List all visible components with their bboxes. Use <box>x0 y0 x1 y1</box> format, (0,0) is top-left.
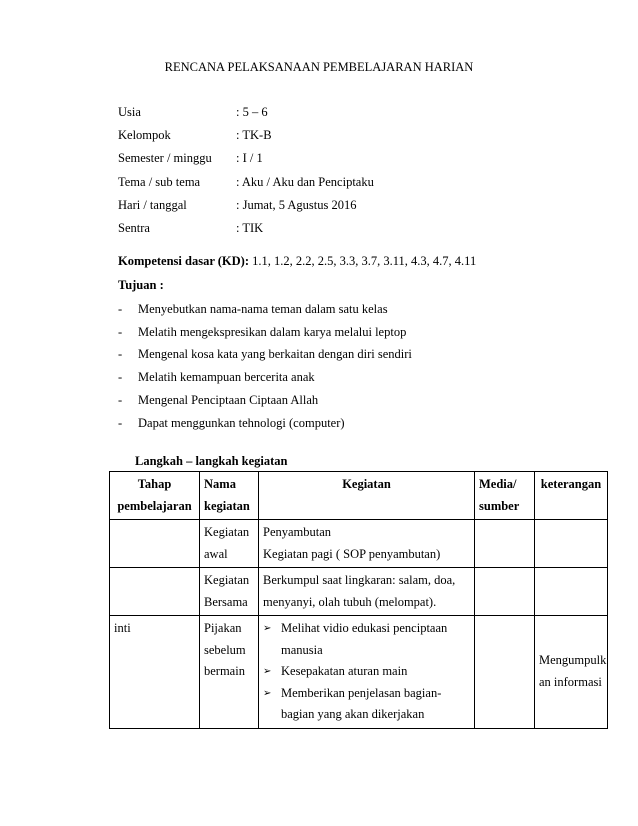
tujuan-text: Menyebutkan nama-nama teman dalam satu kelas <box>138 301 388 316</box>
info-value: : I / 1 <box>236 151 263 166</box>
info-label: Kelompok <box>118 128 171 143</box>
list-item <box>118 321 412 344</box>
kompetensi-dasar <box>118 254 476 269</box>
header-tahap: Tahap pembelajaran <box>110 472 200 520</box>
cell-nama: Kegiatan awal <box>200 520 259 568</box>
cell-keterangan: Mengumpulk an informasi <box>535 616 608 729</box>
header-keterangan: keterangan <box>535 472 608 520</box>
info-block <box>118 101 374 240</box>
info-row-sentra <box>118 217 374 240</box>
kegiatan-line: Kegiatan pagi ( SOP penyambutan) <box>263 546 441 561</box>
langkah-heading: Langkah – langkah kegiatan <box>135 454 288 468</box>
tujuan-text: Dapat menggunkan tehnologi (computer) <box>138 415 345 430</box>
kegiatan-bullet-list <box>263 618 470 726</box>
cell-nama: Kegiatan Bersama <box>200 568 259 616</box>
dash-bullet: - <box>118 393 123 408</box>
dash-bullet: - <box>118 324 123 339</box>
table-row <box>110 568 608 616</box>
tujuan-text: Mengenal Penciptaan Ciptaan Allah <box>138 393 319 408</box>
tujuan-list <box>118 298 412 435</box>
tujuan-text: Mengenal kosa kata yang berkaitan dengan diri sendiri <box>138 347 412 362</box>
cell-media <box>475 616 535 729</box>
arrow-bullet-icon: ➢ <box>263 687 272 699</box>
cell-keterangan <box>535 568 608 616</box>
info-row-semester <box>118 147 374 170</box>
cell-nama: Pijakan sebelum bermain <box>200 616 259 729</box>
dash-bullet: - <box>118 370 123 385</box>
info-value: : 5 – 6 <box>236 105 268 120</box>
header-media: Media/ sumber <box>475 472 535 520</box>
cell-kegiatan <box>259 568 475 616</box>
cell-kegiatan <box>259 616 475 729</box>
info-label: Semester / minggu <box>118 151 212 166</box>
tujuan-heading: Tujuan : <box>118 278 164 292</box>
cell-keterangan <box>535 520 608 568</box>
dash-bullet: - <box>118 415 123 430</box>
table-row <box>110 520 608 568</box>
cell-media <box>475 568 535 616</box>
table-header-row <box>110 472 608 520</box>
cell-media <box>475 520 535 568</box>
cell-tahap <box>110 568 200 616</box>
kegiatan-bullet-text: Memberikan penjelasan bagian-bagian yang akan dikerjakan <box>281 685 442 721</box>
kegiatan-line: Berkumpul saat lingkaran: salam, doa, menyanyi, olah tubuh (melompat). <box>263 573 456 609</box>
list-item <box>118 366 412 389</box>
arrow-bullet-icon: ➢ <box>263 666 272 677</box>
list-item <box>263 618 470 661</box>
cell-tahap: inti <box>110 616 200 729</box>
info-label: Usia <box>118 105 141 120</box>
tujuan-text: Melatih kemampuan bercerita anak <box>138 370 315 385</box>
dash-bullet: - <box>118 301 123 316</box>
tujuan-text: Melatih mengekspresikan dalam karya melalui leptop <box>138 324 407 339</box>
list-item <box>263 661 470 683</box>
info-value: : TIK <box>236 221 264 236</box>
cell-tahap <box>110 520 200 568</box>
info-row-kelompok <box>118 124 374 147</box>
info-value: : Jumat, 5 Agustus 2016 <box>236 197 357 212</box>
dash-bullet: - <box>118 347 123 362</box>
list-item <box>118 344 412 367</box>
kegiatan-bullet-text: Kesepakatan aturan main <box>281 664 408 678</box>
kd-value: 1.1, 1.2, 2.2, 2.5, 3.3, 3.7, 3.11, 4.3, 4.7, 4.11 <box>249 254 477 268</box>
table-row <box>110 616 608 729</box>
document-title: RENCANA PELAKSANAAN PEMBELAJARAN HARIAN <box>164 60 474 74</box>
header-nama: Nama kegiatan <box>200 472 259 520</box>
kd-label: Kompetensi dasar (KD): <box>118 254 250 268</box>
kegiatan-line: Penyambutan <box>263 525 332 539</box>
info-label: Hari / tanggal <box>118 197 187 212</box>
list-item <box>118 389 412 412</box>
info-row-usia <box>118 101 374 124</box>
kegiatan-bullet-text: Melihat vidio edukasi penciptaan manusia <box>281 621 448 657</box>
activity-table <box>109 471 608 729</box>
arrow-bullet-icon: ➢ <box>263 623 272 634</box>
info-label: Sentra <box>118 221 150 236</box>
info-row-tema <box>118 171 374 194</box>
list-item <box>263 683 470 726</box>
info-value: : Aku / Aku dan Penciptaku <box>236 174 374 189</box>
header-kegiatan: Kegiatan <box>259 472 475 520</box>
list-item <box>118 298 412 321</box>
info-value: : TK-B <box>236 128 272 143</box>
cell-kegiatan <box>259 520 475 568</box>
info-row-hari <box>118 194 374 217</box>
info-label: Tema / sub tema <box>118 174 201 189</box>
list-item <box>118 412 412 435</box>
